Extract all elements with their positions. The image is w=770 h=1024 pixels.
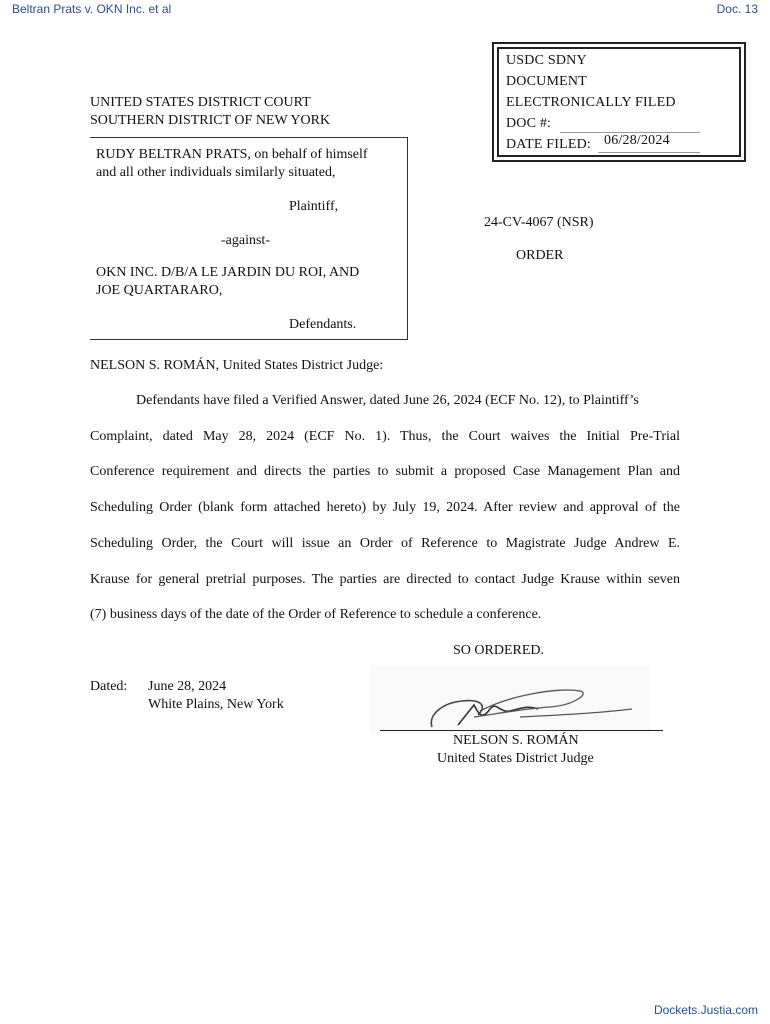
signer-title: United States District Judge bbox=[437, 751, 594, 766]
stamp-doc-label: DOC #: bbox=[506, 116, 552, 131]
body-line-6: Krause for general pretrial purposes. The parties are directed to contact Judge Krause within seven bbox=[90, 572, 680, 587]
body-line-2: Complaint, dated May 28, 2024 (ECF No. 1). Thus, the Court waives the Initial Pre-Trial bbox=[90, 429, 680, 444]
stamp-line-electronic: ELECTRONICALLY FILED bbox=[506, 95, 676, 110]
defendant-line1: OKN INC. D/B/A LE JARDIN DU ROI, AND bbox=[96, 265, 360, 280]
body-line-1: Defendants have filed a Verified Answer, dated June 26, 2024 (ECF No. 12), to Plaintiff’s bbox=[136, 393, 639, 408]
case-title-link[interactable]: Beltran Prats v. OKN Inc. et al bbox=[12, 2, 172, 16]
document-title: ORDER bbox=[516, 248, 564, 263]
body-line-4: Scheduling Order (blank form attached hereto) by July 19, 2024. After review and approval of the bbox=[90, 500, 680, 515]
dockets-justia-link[interactable]: Dockets.Justia.com bbox=[653, 1003, 758, 1017]
footer-justia-link[interactable] bbox=[654, 1003, 758, 1017]
defendant-line2: JOE QUARTARARO, bbox=[96, 283, 223, 298]
stamp-date-value: 06/28/2024 bbox=[604, 133, 670, 148]
stamp-line-court: USDC SDNY bbox=[506, 53, 587, 68]
header-doc-link[interactable] bbox=[717, 2, 758, 16]
dated-date: June 28, 2024 bbox=[148, 679, 227, 694]
plaintiff-line2: and all other individuals similarly situated, bbox=[96, 165, 336, 180]
defendant-role: Defendants. bbox=[289, 317, 357, 332]
dated-label: Dated: bbox=[90, 679, 128, 694]
plaintiff-line1: RUDY BELTRAN PRATS, on behalf of himself bbox=[96, 147, 368, 162]
doc-number-link[interactable]: Doc. 13 bbox=[716, 2, 758, 16]
dated-place: White Plains, New York bbox=[148, 697, 284, 712]
filing-stamp bbox=[492, 42, 746, 162]
signer-name: NELSON S. ROMÁN bbox=[453, 733, 579, 748]
stamp-date-label: DATE FILED: bbox=[506, 137, 592, 152]
plaintiff-role: Plaintiff, bbox=[289, 199, 339, 214]
stamp-line-document: DOCUMENT bbox=[506, 74, 587, 89]
header-case-link[interactable] bbox=[12, 2, 171, 16]
against-label: -against- bbox=[221, 233, 270, 248]
judge-intro: NELSON S. ROMÁN, United States District Judge: bbox=[90, 358, 384, 373]
court-name-line1: UNITED STATES DISTRICT COURT bbox=[90, 95, 311, 110]
judge-signature bbox=[370, 665, 650, 733]
signature-line bbox=[380, 730, 663, 731]
body-line-5: Scheduling Order, the Court will issue an Order of Reference to Magistrate Judge Andrew E. bbox=[90, 536, 680, 551]
body-line-7: (7) business days of the date of the Order of Reference to schedule a conference. bbox=[90, 607, 542, 622]
so-ordered: SO ORDERED. bbox=[453, 643, 545, 658]
case-number: 24-CV-4067 (NSR) bbox=[484, 215, 594, 230]
body-line-3: Conference requirement and directs the parties to submit a proposed Case Management Plan and bbox=[90, 464, 680, 479]
court-name-line2: SOUTHERN DISTRICT OF NEW YORK bbox=[90, 113, 331, 128]
